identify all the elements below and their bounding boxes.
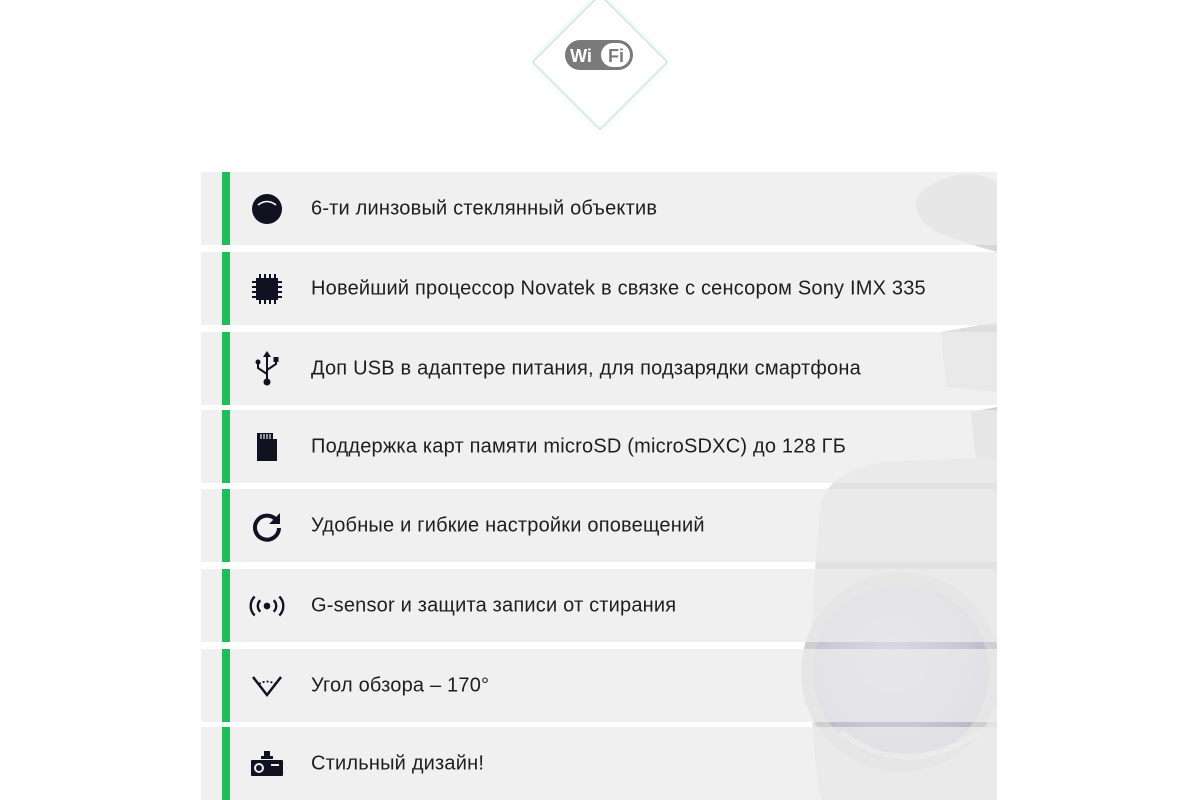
feature-row-g-sensor (201, 569, 997, 642)
lens-icon (249, 191, 285, 227)
logo-text-fi: Fi (608, 46, 624, 66)
sd-card-icon (249, 429, 285, 465)
feature-row-usb (201, 332, 997, 405)
feature-label: Поддержка карт памяти microSD (microSDXC) до 128 ГБ (311, 435, 847, 457)
feature-row-notifications (201, 489, 997, 562)
feature-label: Доп USB в адаптере питания, для подзарядки смартфона (311, 357, 861, 379)
processor-chip-icon (249, 271, 285, 307)
feature-label: Удобные и гибкие настройки оповещений (311, 514, 705, 536)
feature-row-design (201, 727, 997, 800)
feature-label: G-sensor и защита записи от стирания (311, 594, 677, 616)
usb-icon (249, 351, 285, 387)
features-list (201, 172, 997, 800)
logo-text-wi: Wi (570, 46, 592, 66)
dashcam-icon (249, 746, 285, 782)
view-angle-icon (249, 668, 285, 704)
feature-label: Стильный дизайн! (311, 752, 485, 774)
refresh-icon (249, 508, 285, 544)
g-sensor-icon (249, 588, 285, 624)
feature-row-view-angle (201, 649, 997, 722)
feature-label: Новейший процессор Novatek в связке с сенсором Sony IMX 335 (311, 277, 926, 299)
wifi-logo (532, 0, 666, 128)
feature-row-lens (201, 172, 997, 245)
feature-label: Угол обзора – 170° (311, 674, 490, 696)
feature-row-processor (201, 252, 997, 325)
wifi-icon (561, 32, 637, 80)
feature-row-sd-card (201, 410, 997, 483)
feature-label: 6-ти линзовый стеклянный объектив (311, 197, 658, 219)
